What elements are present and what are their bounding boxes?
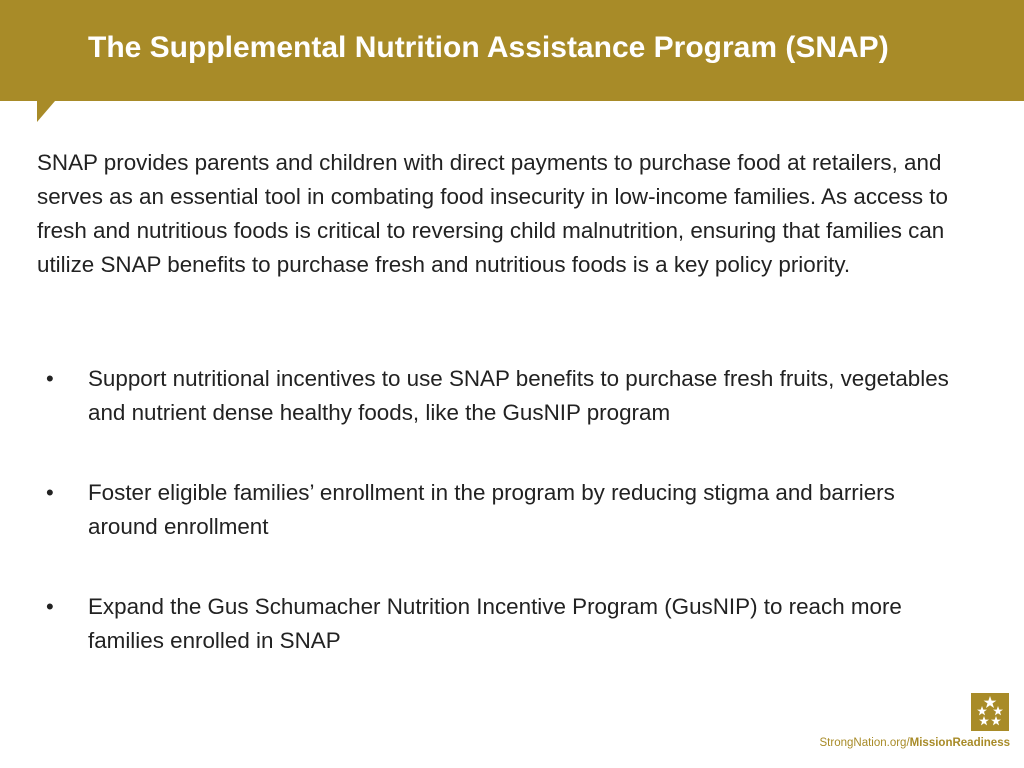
bullet-item [0,362,968,430]
intro-paragraph: SNAP provides parents and children with direct payments to purchase food at retailers, and serves as an essential tool in combating food insecurity in low-income families. As access to fresh and nutritious foods is critical to reversing child malnutrition, ensuring that families can utilize SNAP benefits to purchase fresh and nutritious foods is a key policy priority. [37,150,948,277]
bullet-text: Expand the Gus Schumacher Nutrition Incentive Program (GusNIP) to reach more families enrolled in SNAP [88,594,902,653]
slide-title: The Supplemental Nutrition Assistance Program (SNAP) [88,31,889,64]
footer-url-prefix: StrongNation.org/ [819,737,910,749]
bullet-item [0,590,968,658]
bullet-item [0,476,968,544]
bullet-icon: • [46,594,54,619]
bullet-list [0,362,1024,704]
bullet-text: Foster eligible families’ enrollment in the program by reducing stigma and barriers around enrollment [88,480,895,539]
footer-url-strong: MissionReadiness [909,737,1010,749]
bullet-text: Support nutritional incentives to use SNAP benefits to purchase fresh fruits, vegetables and nutrient dense healthy foods, like the GusNIP program [88,366,949,425]
bullet-icon: • [46,480,54,505]
header-notch [37,101,55,122]
footer-url[interactable] [820,737,1010,749]
stars-logo-icon [971,693,1009,731]
bullet-icon: • [46,366,54,391]
